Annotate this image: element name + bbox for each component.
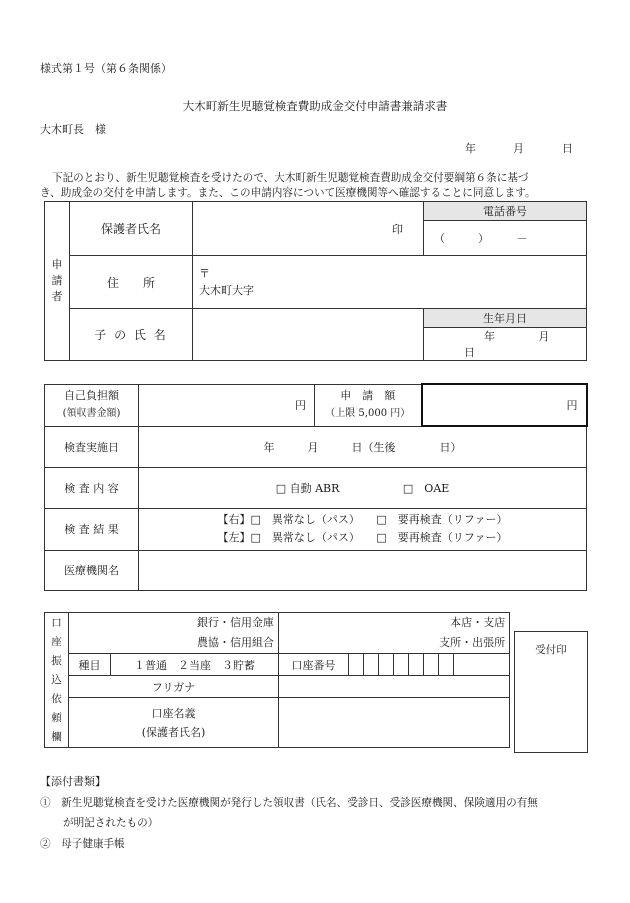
account-digit[interactable] (439, 654, 454, 676)
side-char: 依 (51, 692, 62, 705)
institution-label: 医療機関名 (45, 550, 139, 590)
date-month-label: 月 (513, 142, 524, 155)
side-char: 者 (51, 290, 63, 303)
form-number: 様式第１号（第６条関係） (40, 62, 172, 75)
attachment-item1-line1: ① 新生児聴覚検査を受けた医療機関が発行した領収書（氏名、受診日、受診医療機関、保険適用の有無 (40, 797, 538, 809)
side-char: 申 (51, 258, 63, 271)
attachment-item1-line2: が明記されたもの） (63, 817, 159, 829)
institution-field[interactable] (139, 550, 587, 590)
addressee: 大木町長 様 (40, 123, 106, 136)
furigana-field[interactable] (279, 676, 510, 698)
request-sub: （上限 5,000 円） (325, 408, 411, 419)
birth-year: 年 (484, 330, 495, 343)
attachments-title: 【添付書類】 (40, 775, 106, 788)
phone-field[interactable]: （ ） － (424, 221, 587, 256)
child-name-label: 子 の 氏 名 (70, 309, 193, 361)
abr-checkbox[interactable]: □ 自動 ABR (275, 481, 340, 495)
exam-result-label: 検 査 結 果 (45, 508, 139, 550)
bank-side-label (45, 613, 69, 748)
request-amount-field[interactable] (422, 384, 587, 426)
bank-type-1: 銀行・信用金庫 (197, 616, 274, 629)
account-digit[interactable] (424, 654, 439, 676)
form-title: 大木町新生児聴覚検査費助成金交付申請書兼請求書 (182, 99, 448, 113)
self-pay-label (45, 384, 139, 426)
request-title: 申 請 額 (340, 389, 396, 402)
birth-day: 日 (464, 346, 475, 359)
birth-month: 月 (538, 330, 550, 343)
furigana-label: フリガナ (69, 676, 279, 698)
side-char: 請 (51, 274, 63, 287)
child-name-field[interactable] (193, 309, 424, 361)
result-left-row[interactable]: 【左】□ 異常なし（パス） □ 要再検査（リファー） (217, 531, 508, 544)
exam-content-label: 検 査 内 容 (45, 467, 139, 508)
holder-sub: (保護者氏名) (141, 725, 206, 739)
exam-date-label: 検査実施日 (45, 426, 139, 467)
account-digit[interactable] (409, 654, 424, 676)
account-number-trail (454, 654, 510, 676)
account-digit[interactable] (394, 654, 409, 676)
branch-name-field[interactable] (279, 613, 510, 654)
intro-text-line2: き、助成金の交付を申請します。また、この申請内容について医療機関等へ確認することに同意します。 (40, 187, 536, 199)
side-char: 振 (51, 654, 62, 667)
side-char: 欄 (51, 730, 62, 743)
postal-mark: 〒 (199, 267, 210, 280)
attachment-item2: ② 母子健康手帳 (40, 838, 125, 850)
bank-type-2: 農協・信用組合 (197, 636, 274, 649)
bank-table (44, 612, 510, 748)
birth-date-field[interactable] (424, 328, 587, 361)
date-day-label: 日 (562, 142, 573, 155)
branch-type-2: 支所・出張所 (439, 636, 506, 649)
self-pay-field[interactable] (139, 384, 315, 426)
exam-table (44, 383, 588, 591)
request-amount-label (315, 384, 422, 426)
oae-checkbox[interactable]: □ OAE (402, 481, 450, 495)
yen-unit: 円 (295, 399, 306, 412)
self-pay-title: 自己負担額 (64, 389, 119, 402)
guardian-name-field[interactable] (193, 202, 424, 256)
address-field[interactable] (193, 256, 587, 309)
account-holder-label (69, 698, 279, 748)
side-char: 座 (51, 635, 62, 648)
exam-date-field[interactable]: 年 月 日（生後 日） (139, 426, 587, 467)
request-yen-unit: 円 (566, 399, 578, 412)
side-char: 頼 (51, 711, 62, 724)
birth-date-label: 生年月日 (424, 309, 587, 328)
holder-title: 口座名義 (151, 706, 196, 720)
result-right-row[interactable]: 【右】□ 異常なし（パス） □ 要再検査（リファー） (217, 513, 508, 526)
exam-content-options (139, 467, 587, 508)
address-value: 大木町大字 (199, 284, 254, 297)
address-label: 住 所 (70, 256, 193, 309)
intro-text-line1: 下記のとおり、新生児聴覚検査を受けたので、大木町新生児聴覚検査費助成金交付要綱第６条に基づ (52, 172, 529, 184)
account-number-label: 口座番号 (279, 654, 349, 676)
applicant-side-label (45, 202, 70, 361)
reception-stamp-box (514, 631, 588, 753)
phone-label: 電話番号 (424, 202, 587, 221)
account-holder-field[interactable] (279, 698, 510, 748)
applicant-table (44, 201, 587, 361)
bank-name-field[interactable] (69, 613, 279, 654)
exam-result-options (139, 508, 587, 550)
guardian-name-label: 保護者氏名 (70, 202, 193, 256)
account-kind-options[interactable]: １普通 ２当座 ３貯蓄 (111, 654, 279, 676)
side-char: 口 (51, 616, 62, 629)
seal-mark: 印 (392, 222, 403, 236)
account-digit[interactable] (349, 654, 364, 676)
date-year-label: 年 (465, 142, 476, 155)
branch-type-1: 本店・支店 (450, 616, 506, 629)
self-pay-sub: (領収書金額) (62, 408, 121, 419)
side-char: 込 (51, 673, 62, 686)
account-digit[interactable] (379, 654, 394, 676)
account-digit[interactable] (364, 654, 379, 676)
reception-stamp-label: 受付印 (535, 644, 567, 656)
account-kind-label: 種目 (69, 654, 111, 676)
